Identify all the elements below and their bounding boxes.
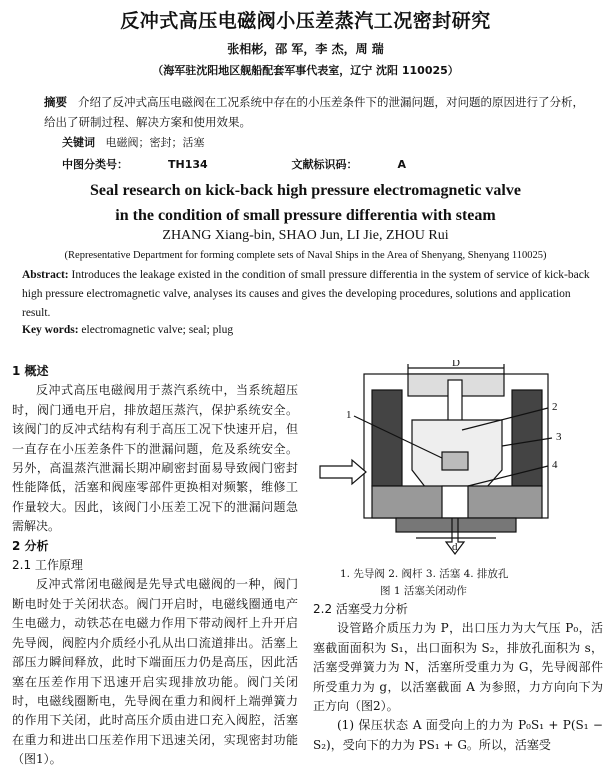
abstract-en-label: Abstract: [22,269,69,281]
figure-1-caption: 图 1 活塞关闭动作 [380,585,467,597]
abstract-en [22,266,592,323]
item-1-paragraph: (1) 保压状态 A 面受向上的力为 P₀S₁ + P(S₁ − S₂)，受向下的力为 PS₁ + G。所以，活塞受 [313,718,603,752]
callout-4: 4 [552,459,558,471]
affiliation-cn: （海军驻沈阳地区舰船配套军事代表室，辽宁 沈阳 110025） [152,64,459,77]
keywords-en-text: electromagnetic valve; seal; plug [81,324,234,336]
section-2-1-paragraph: 反冲式常闭电磁阀是先导式电磁阀的一种，阀门断电时处于关闭状态。阀门开启时，电磁线圈通电产生电磁力，动铁芯在电磁力作用下带动阀杆上升开启先导阀，阀腔内介质经小孔从出口流道排出。活塞上部压力瞬间释放，此时下端面压力仍是高压，因此活塞在压差作用下迅速开启实现排放功能。阀门关闭时，电磁线圈断电，先导阀在重力和阀杆上端弹簧力的作用下关闭，此时高压介质由进口充入阀腔，活塞在重力和进出口压差作用下迅速关闭，实现密封功能（图1）。 [12,577,298,767]
inlet-arrow [320,460,366,484]
coil-left [372,390,402,486]
abstract-cn-text: 介绍了反冲式高压电磁阀在工况系统中存在的小压差条件下的泄漏问题，对问题的原因进行了分析，给出了研制过程、解决方案和使用效果。 [44,95,584,129]
dimension-D-label: D [452,360,460,369]
valve-base [396,518,516,532]
abstract-cn-label: 摘要 [44,95,67,109]
dimension-d-label: d [452,541,458,553]
keywords-en [22,324,233,336]
right-column [313,600,603,755]
section-2-1-heading: 2.1 工作原理 [12,558,83,573]
clc-label: 中图分类号： [62,158,128,171]
paper-title-cn: 反冲式高压电磁阀小压差蒸汽工况密封研究 [120,10,491,32]
title-en-line1: Seal research on kick-back high pressure electromagnetic valve [90,182,521,199]
section-1-heading: 1 概述 [12,364,49,378]
doc-code-value: A [397,158,407,171]
pilot-valve [442,452,468,470]
affiliation-en: (Representative Department for forming complete sets of Naval Ships in the Area of Shenyang, Shenyang 110025) [64,250,547,261]
callout-2: 2 [552,401,558,413]
section-1-paragraph: 反冲式高压电磁阀用于蒸汽系统中，当系统超压时，阀门通电开启，排放超压蒸汽，保护系统安全。该阀门的反冲式结构有利于高压工况下快速开启，但一直存在小压差条件下的泄漏问题，危及系统安全。另外，高温蒸汽泄漏长期冲刷密封面易导致阀门密封性能降低，活塞和阀座零部件更换相对频繁，维修工作量较大。因此，该阀门小压差工况下的泄漏问题急需解决。 [12,383,298,534]
section-2-heading: 2 分析 [12,538,49,553]
keywords-en-label: Key words: [22,324,79,336]
classification [62,156,486,172]
title-en-line2: in the condition of small pressure differentia with steam [115,207,496,224]
keywords-cn-text: 电磁阀；密封；活塞 [105,136,205,149]
outlet-channel [442,486,468,518]
abstract-en-text: Introduces the leakage existed in the condition of small pressure differentia in the system of service of kick-back high pressure electromagnetic valve, analyses its causes and gives the developing procedures, solutions and application result. [22,269,590,319]
abstract-cn [44,92,584,132]
callout-1: 1 [346,409,352,421]
callout-3: 3 [556,431,562,443]
section-2-2-paragraph: 设管路介质压力为 P，出口压力为大气压 P₀，活塞截面面积为 S₁，出口面积为 S₂，排放孔面积为 s，活塞受弹簧力为 N，活塞所受重力为 G，先导阀部件所受重力为 g，以活塞截面 A 为参照，力方向向下为正方向（图2）。 [313,621,603,714]
clc-value: TH134 [168,158,208,171]
section-2-2-heading: 2.2 活塞受力分析 [313,602,408,616]
authors-cn: 张相彬，邵 军，李 杰，周 瑞 [227,42,384,56]
doc-code-label: 文献标识码： [291,158,358,171]
figure-1-valve-diagram [316,360,600,562]
keywords-cn-label: 关键词 [62,136,95,149]
paper-title-en [0,178,611,228]
figure-1-legend: 1. 先导阀 2. 阀杆 3. 活塞 4. 排放孔 [340,568,509,580]
left-column [12,362,298,770]
authors-en: ZHANG Xiang-bin, SHAO Jun, LI Jie, ZHOU Rui [162,228,449,243]
keywords-cn [62,134,205,150]
